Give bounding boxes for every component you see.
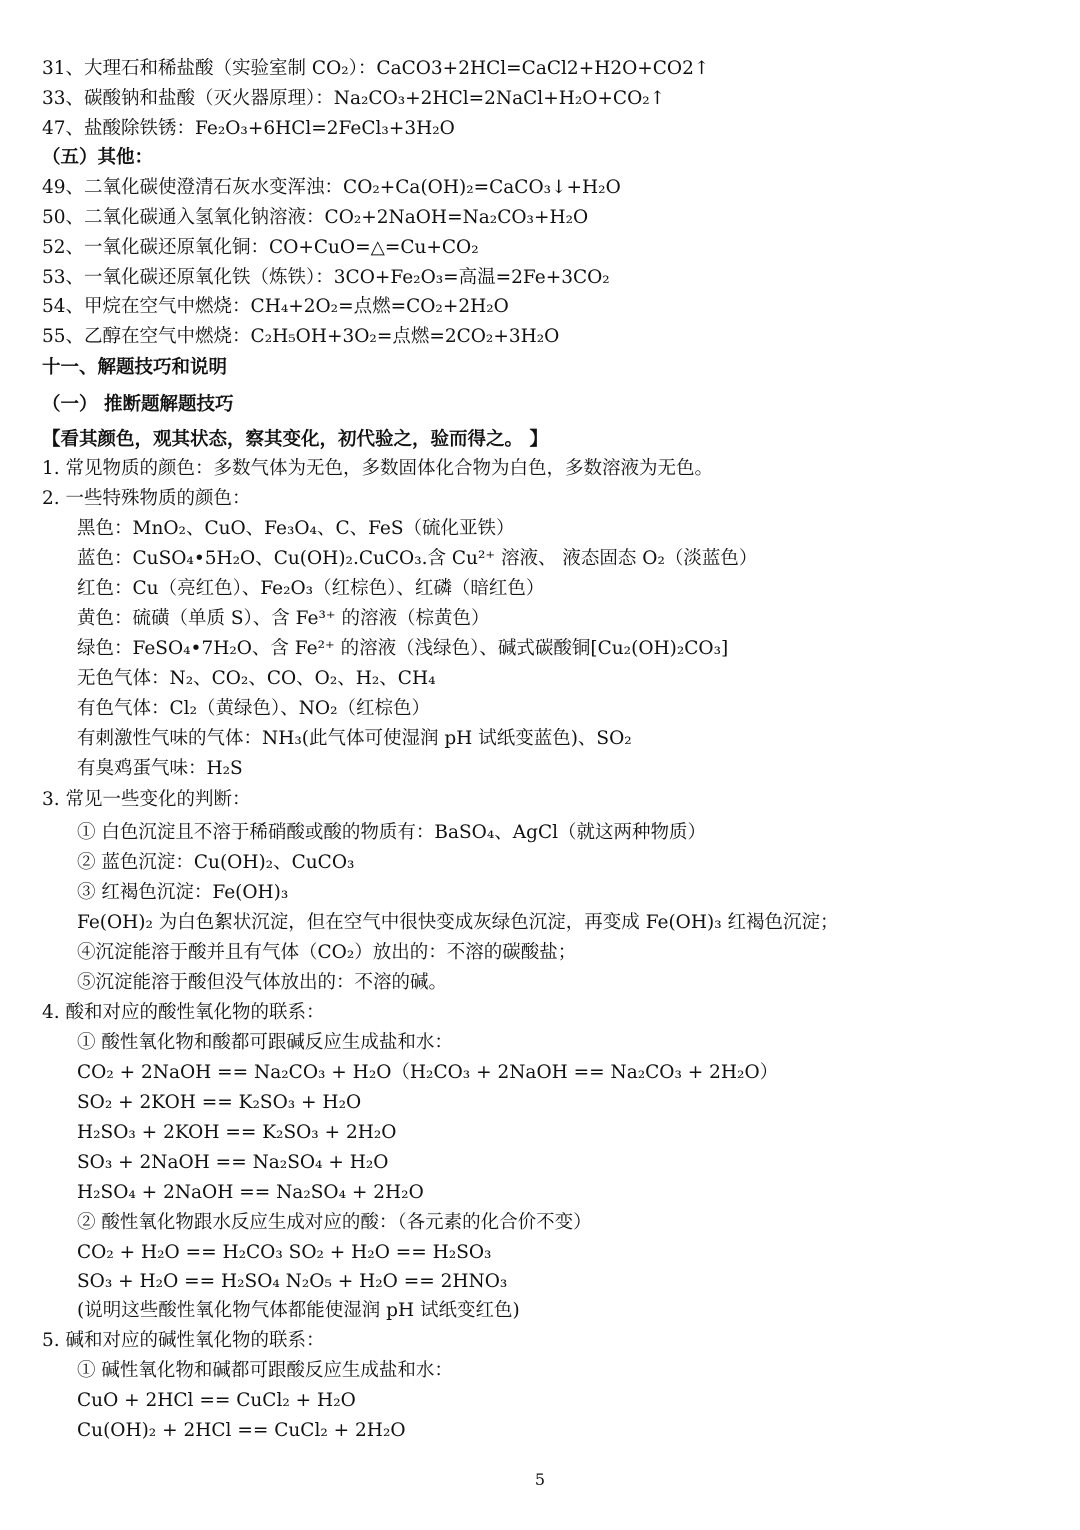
text-line: 有色气体：Cl₂（黄绿色）、NO₂（红棕色） [77, 698, 431, 719]
text-line: ① 碱性氧化物和碱都可跟酸反应生成盐和水： [77, 1360, 453, 1381]
text-line: 50、二氧化碳通入氢氧化钠溶液：CO₂+2NaOH=Na₂CO₃+H₂O [42, 207, 589, 228]
text-line: 有臭鸡蛋气味：H₂S [77, 758, 243, 779]
text-line: Fe(OH)₂ 为白色絮状沉淀，但在空气中很快变成灰绿色沉淀，再变成 Fe(OH)₃ 红褐色沉淀； [77, 912, 839, 933]
text-line: 54、甲烷在空气中燃烧：CH₄+2O₂=点燃=CO₂+2H₂O [42, 296, 509, 317]
text-line: SO₃ + H₂O == H₂SO₄ N₂O₅ + H₂O == 2HNO₃ [77, 1271, 508, 1292]
text-line: 3. 常见一些变化的判断： [42, 789, 251, 810]
text-line: ② 酸性氧化物跟水反应生成对应的酸：（各元素的化合价不变） [77, 1212, 592, 1233]
text-line: 黄色：硫磺（单质 S）、含 Fe³⁺ 的溶液（棕黄色） [77, 608, 490, 629]
text-line: SO₂ + 2KOH == K₂SO₃ + H₂O [77, 1092, 362, 1113]
text-line: 绿色：FeSO₄•7H₂O、含 Fe²⁺ 的溶液（浅绿色）、碱式碳酸铜[Cu₂(OH)₂CO₃] [77, 638, 729, 659]
section-heading: 【看其颜色，观其状态，察其变化，初代验之，验而得之。 】 [42, 429, 548, 450]
text-line: 2. 一些特殊物质的颜色： [42, 488, 251, 509]
text-line: 无色气体：N₂、CO₂、CO、O₂、H₂、CH₄ [77, 668, 436, 689]
text-line: H₂SO₃ + 2KOH == K₂SO₃ + 2H₂O [77, 1122, 397, 1143]
text-line: 蓝色：CuSO₄•5H₂O、Cu(OH)₂.CuCO₃.含 Cu²⁺ 溶液、 液态固态 O₂（淡蓝色） [77, 548, 758, 569]
page-number: 5 [534, 1470, 546, 1489]
text-line: 5. 碱和对应的碱性氧化物的联系： [42, 1330, 325, 1351]
text-line: 55、乙醇在空气中燃烧：C₂H₅OH+3O₂=点燃=2CO₂+3H₂O [42, 326, 560, 347]
text-line: 52、一氧化碳还原氧化铜：CO+CuO=△=Cu+CO₂ [42, 237, 479, 258]
text-line: 33、碳酸钠和盐酸（灭火器原理）：Na₂CO₃+2HCl=2NaCl+H₂O+CO₂↑ [42, 88, 666, 109]
text-line: 黑色：MnO₂、CuO、Fe₃O₄、C、FeS（硫化亚铁） [77, 518, 515, 539]
section-heading: 十一、解题技巧和说明 [42, 357, 228, 378]
text-line: ① 酸性氧化物和酸都可跟碱反应生成盐和水： [77, 1032, 453, 1053]
section-heading: （一） 推断题解题技巧 [42, 394, 234, 415]
text-line: SO₃ + 2NaOH == Na₂SO₄ + H₂O [77, 1152, 389, 1173]
text-line: 红色：Cu（亮红色）、Fe₂O₃（红棕色）、红磷（暗红色） [77, 578, 545, 599]
text-line: CuO + 2HCl == CuCl₂ + H₂O [77, 1390, 356, 1411]
text-line: 47、盐酸除铁锈：Fe₂O₃+6HCl=2FeCl₃+3H₂O [42, 118, 455, 139]
text-line: ③ 红褐色沉淀：Fe(OH)₃ [77, 882, 289, 903]
text-line: CO₂ + H₂O == H₂CO₃ SO₂ + H₂O == H₂SO₃ [77, 1242, 492, 1263]
text-line: ⑤沉淀能溶于酸但没气体放出的：不溶的碱。 [77, 972, 448, 993]
text-line: 53、一氧化碳还原氧化铁（炼铁）：3CO+Fe₂O₃=高温=2Fe+3CO₂ [42, 267, 610, 288]
text-line: ① 白色沉淀且不溶于稀硝酸或酸的物质有：BaSO₄、AgCl（就这两种物质） [77, 822, 707, 843]
text-line: 4. 酸和对应的酸性氧化物的联系： [42, 1002, 325, 1023]
text-line: 49、二氧化碳使澄清石灰水变浑浊：CO₂+Ca(OH)₂=CaCO₃↓+H₂O [42, 177, 621, 198]
text-line: 31、大理石和稀盐酸（实验室制 CO₂）：CaCO3+2HCl=CaCl2+H2O+CO2↑ [42, 58, 710, 79]
text-line: 1. 常见物质的颜色：多数气体为无色，多数固体化合物为白色，多数溶液为无色。 [42, 458, 714, 479]
text-line: CO₂ + 2NaOH == Na₂CO₃ + H₂O（H₂CO₃ + 2NaOH == Na₂CO₃ + 2H₂O） [77, 1062, 779, 1083]
text-line: (说明这些酸性氧化物气体都能使湿润 pH 试纸变红色) [77, 1300, 520, 1321]
section-heading: （五）其他： [42, 147, 154, 168]
text-line: H₂SO₄ + 2NaOH == Na₂SO₄ + 2H₂O [77, 1182, 424, 1203]
text-line: 有刺激性气味的气体：NH₃(此气体可使湿润 pH 试纸变蓝色)、SO₂ [77, 728, 632, 749]
text-line: Cu(OH)₂ + 2HCl == CuCl₂ + 2H₂O [77, 1420, 406, 1441]
text-line: ② 蓝色沉淀：Cu(OH)₂、CuCO₃ [77, 852, 355, 873]
text-line: ④沉淀能溶于酸并且有气体（CO₂）放出的：不溶的碳酸盐； [77, 942, 577, 963]
